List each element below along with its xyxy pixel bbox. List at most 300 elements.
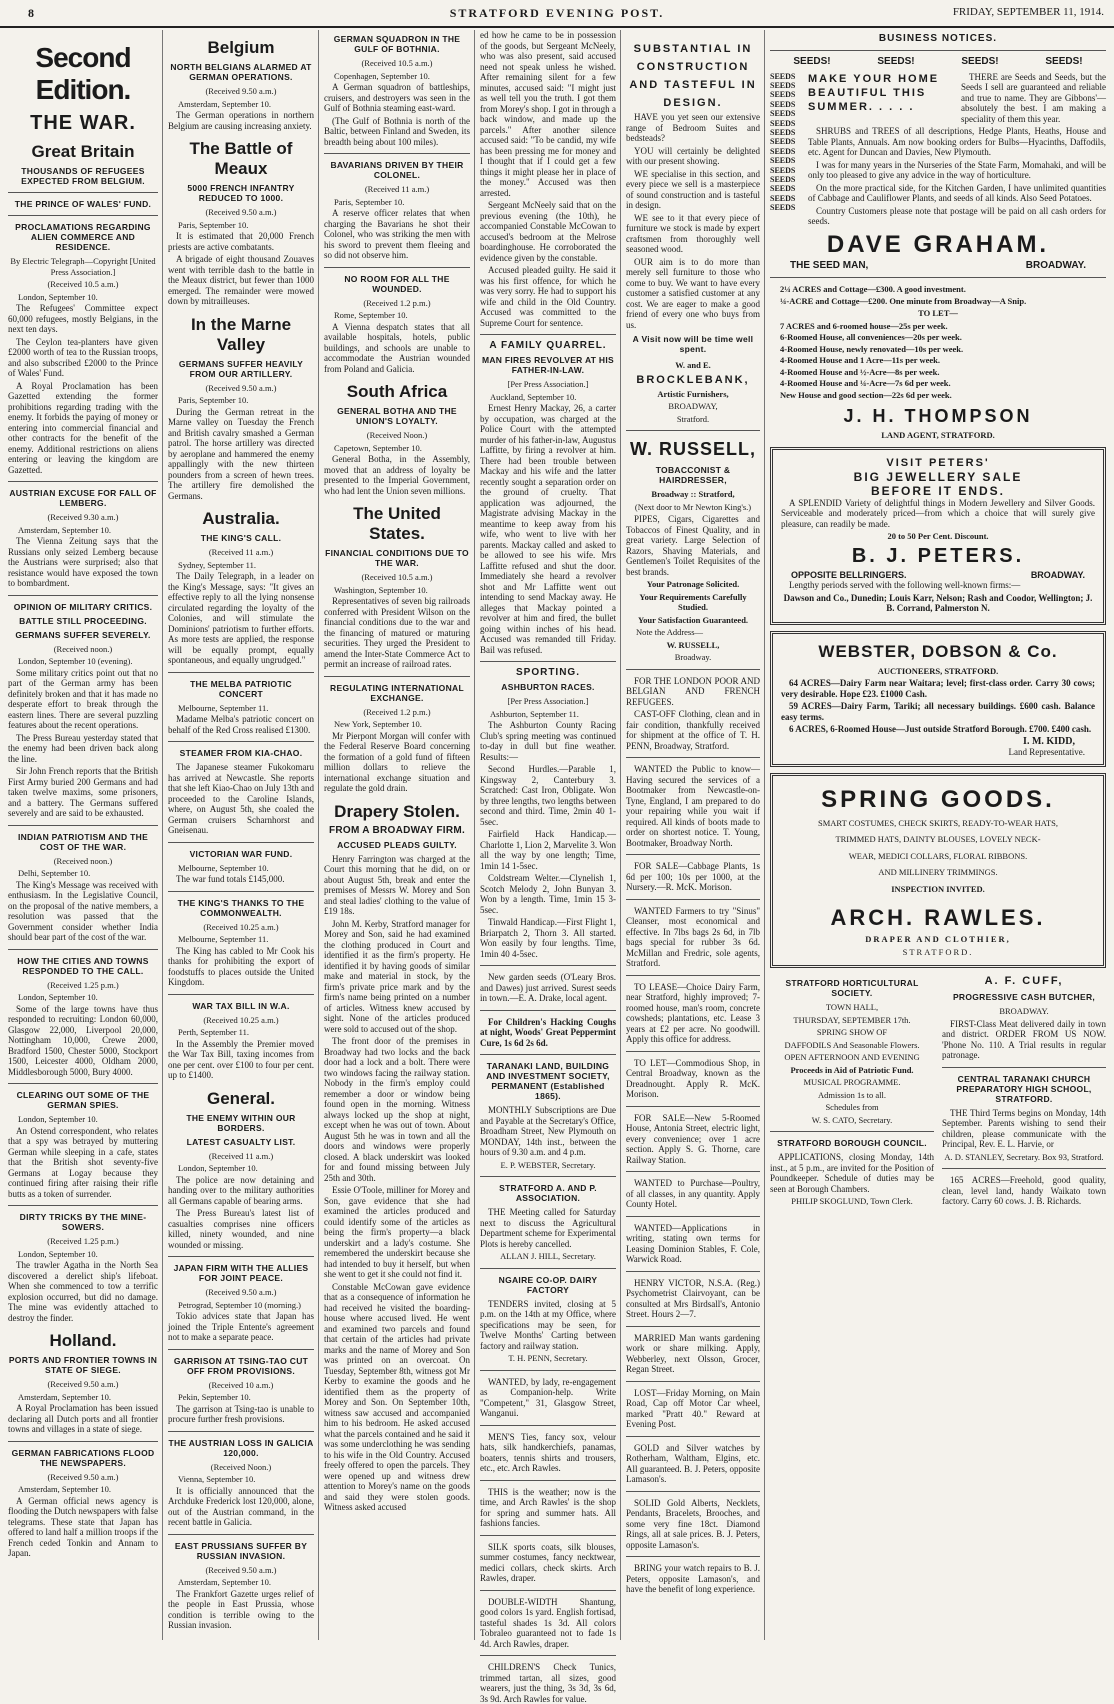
article-paragraph: Essie O'Toole, milliner for Morey and Son, gave evidence that she had examined the articles produced and could identify some of the articles as being the firm's property—a black underskirt and a lady's costume. She remembered the underskirt because she had intended to buy it herself, but when she went to get it she could not find it. [324, 1185, 470, 1279]
headline: PORTS AND FRONTIER TOWNS IN STATE OF SIEGE. [8, 1355, 158, 1375]
ad-line: Proceeds in Aid of Patriotic Fund. [790, 1064, 914, 1075]
rental-listing: 4-Roomed House and ¼-Acre—7s 6d per week. [780, 378, 951, 388]
ad-heading: SUBSTANTIAL IN CONSTRUCTION AND TASTEFUL IN DESIGN. [629, 43, 757, 109]
ad-paragraph: GOLD and Silver watches by Rotherham, Waltham, Elgins, etc. All guaranteed. B. J. Peters, opposite Lamason's. [626, 1442, 760, 1484]
ad-heading: VISIT PETERS' [886, 456, 990, 469]
ad-heading: CENTRAL TARANAKI CHURCH PREPARATORY HIGH SCHOOL, STRATFORD. [956, 1073, 1092, 1104]
ad-paragraph: YOU will certainly be delighted with our present showing. [626, 145, 760, 166]
ad-paragraph: Dawson and Co., Dunedin; Louis Karr, Nelson; Rash and Coodor, Wellington; J. B. Corrand, Palmerston N. [783, 592, 1093, 613]
article-paragraph: A brigade of eight thousand Zouaves went with terrible dash to the battle in the Meaux district, but fewer than 1000 emerged. The remainder were mowed down by mitrailleuses. [168, 254, 314, 306]
article-paragraph: ed how he came to be in possession of the goods, but Sergeant McNeely, who was also present, said accused need not speak unless he wished. After remaining silent for a few minutes, accused said: "I might just as well tell you the truth. I got them from Morey's shop. I got in through a back window, and made up the parcels." After another silence accused said: "To be candid, my wife has been pressing me for money and I thought that if I could get a few things it might please her in place of the money." Accused was then arrested. [480, 30, 616, 198]
headline: EAST PRUSSIANS SUFFER BY RUSSIAN INVASION. [174, 1540, 308, 1561]
dateline: Melbourne, September 10. [178, 862, 269, 873]
section-drapery-stolen: Drapery Stolen. [334, 801, 460, 821]
ad-heading: W. RUSSELL, [629, 439, 756, 459]
article-paragraph: The war fund totals £145,000. [176, 874, 285, 884]
headline: FINANCIAL CONDITIONS DUE TO THE WAR. [325, 548, 469, 568]
rental-listing: 6-Roomed House, all conveniences—20s per week. [780, 332, 962, 342]
article-paragraph: The Frankfort Gazette urges relief of the people in East Prussia, whose condition is terrible owing to the Russian invasion. [168, 1588, 314, 1630]
article-paragraph: The Vienna Zeitung says that the Russians only seized Lemberg because the Austrians were surprised; also that resistance would have exposed the town to bombardment. [8, 536, 158, 588]
headline: PROCLAMATIONS REGARDING ALIEN COMMERCE AND RESIDENCE. [15, 222, 151, 252]
business-notices-heading: BUSINESS NOTICES. [878, 33, 998, 44]
dateline: Melbourne, September 11. [178, 702, 269, 713]
ad-line: Your Satisfaction Guaranteed. [637, 614, 749, 625]
received-time: (Received 11 a.m.) [208, 547, 274, 557]
article-paragraph: The German operations in northern Belgium are causing increasing anxiety. [168, 110, 314, 131]
ad-paragraph: SILK sports coats, silk blouses, summer costumes, fancy necktwear, medici collars, check skirts. Arch Rawles, draper. [480, 1541, 616, 1583]
headline: GARRISON AT TSING-TAO CUT OFF FROM PROVISIONS. [173, 1355, 309, 1376]
discount-line: 20 to 50 Per Cent. Discount. [887, 531, 989, 541]
advertiser-name: B. J. PETERS. [851, 544, 1025, 567]
received-time: (Received 1.25 p.m.) [47, 1236, 119, 1246]
headline: GENERAL BOTHA AND THE UNION'S LOYALTY. [337, 406, 457, 426]
seeds-banner-word: SEEDS! [1045, 56, 1083, 67]
ad-paragraph: For Children's Hacking Coughs at night, Woods' Great Peppermint Cure, 1s 6d 2s 6d. [480, 1016, 616, 1048]
ad-paragraph: MEN'S Ties, fancy sox, velour hats, silk handkerchiefs, panamas, boaters, tennis shirts and trousers, etc., etc. Arch Rawles. [480, 1431, 616, 1473]
received-time: (Received noon.) [53, 643, 113, 654]
ad-paragraph: THERE are Seeds and Seeds, but the Seeds I sell are guaranteed and reliable and true to name. They are Gibbons'—absolutely the best. I am making a speciality of them this year. [961, 71, 1106, 124]
headline: LATEST CASUALTY LIST. [186, 1136, 296, 1147]
article-paragraph: Madame Melba's patriotic concert on behalf of the Red Cross realised £1300. [168, 714, 314, 735]
received-time: (Received 9.50 a.m.) [47, 1471, 119, 1482]
article-paragraph: In the Assembly the Premier moved the War Tax Bill, taxing incomes from one per cent. over £100 to four per cent. up to £1400. [168, 1038, 314, 1080]
ad-paragraph: Lengthy periods served with the following well-known firms:— [789, 580, 1021, 590]
seeds-list: SEEDS SEEDS SEEDS SEEDS SEEDS SEEDS SEEDS SEEDS SEEDS SEEDS SEEDS SEEDS SEEDS SEEDS SEEDS [770, 71, 796, 213]
ad-paragraph: HAVE you yet seen our extensive range of Bedroom Suites and bedsteads? [626, 112, 760, 143]
headline: SPORTING. [515, 667, 580, 678]
ad-paragraph: WE specialise in this section, and every piece we sell is a masterpiece of sound construction and is tasteful in design. [626, 168, 760, 210]
war-heading: THE WAR. [30, 112, 136, 134]
ad-line: W. RUSSELL, [666, 639, 720, 650]
dateline: Pekin, September 10. [178, 1392, 251, 1402]
headline: 5000 FRENCH INFANTRY REDUCED TO 1000. [187, 183, 295, 203]
received-time: (Received 10.5 a.m.) [47, 279, 119, 289]
to-let-heading: TO LET— [918, 308, 958, 318]
headline: THE MELBA PATRIOTIC CONCERT [190, 678, 292, 699]
ad-heading: BIG JEWELLERY SALE [853, 469, 1023, 484]
received-time: (Received 9.50 a.m.) [205, 1564, 277, 1575]
article-paragraph: The Daily Telegraph, in a leader on the King's Message, says: "It gives an effective reply to all the lying nonsense circulated regarding the loyalty of the Colonies, and will stimulate the Dominions' patriotism to further efforts. As more tests are applied, the response will be equally prompt, equally spontaneous, and equally ungrudged." [168, 571, 314, 665]
article-paragraph: A Royal Proclamation has been Gazetted extending the former prohibitions regarding trading with the enemy. It forbids the paying of money or entering into commercial financial and other contracts for the benefit of the enemy. Additional restrictions on aliens entering or leaving the kingdom are Gazetted. [8, 380, 158, 475]
ad-line: Broadway. [674, 652, 712, 662]
dateline: Amsterdam, September 10. [18, 524, 112, 535]
article-paragraph: John M. Kerby, Stratford manager for Morey and Son, said he had examined the clothing produced in Court and identified it as the firm's property. He identified it by having goods of similar make and material in stock, by the firm's private price mark and by the firm's name being printed on a number of articles. Witness knew accused by sight. None of the articles produced were sold to accused out of the shop. [324, 918, 470, 1034]
headline: GERMAN FABRICATIONS FLOOD THE NEWSPAPERS. [11, 1447, 155, 1468]
article-paragraph: Sergeant McNeely said that on the previous evening (the 10th), he accompanied Constable McCowan to accused's bedroom at the Melrose boardinghouse. He corroborated the evidence given by the constable. [480, 200, 616, 263]
column-5 [622, 30, 765, 1640]
headline: FROM A BROADWAY FIRM. [328, 824, 466, 836]
ad-paragraph: HENRY VICTOR, N.S.A. (Reg.) Psychometrist Clairvoyant, can be consulted at Mrs Birdsall's, Antonio Street. Hours 2—7. [626, 1277, 760, 1319]
article-paragraph: The garrison at Tsing-tao is unable to procure further fresh provisions. [168, 1403, 314, 1424]
article-paragraph: It is officially announced that the Archduke Frederick lost 120,000, alone, out of the Austrian command, in the recent battle in Galicia. [168, 1485, 314, 1527]
ad-signature: W. S. CATO, Secretary. [811, 1114, 893, 1125]
article-paragraph: Henry Farrington was charged at the Court this morning that he did, on or about August 5th, break and enter the premises of Messrs W. Morey and Son and steal ladies' clothing to the value of £19 18s. [324, 853, 470, 916]
article-paragraph: An Ostend correspondent, who relates that a spy was betrayed by muttering German while sleeping in a cafe, states that the British shot seventy-five Germans at Logay because they continued firing after raising their rifle butts as a token of surrender. [8, 1125, 158, 1199]
ad-paragraph: 64 ACRES—Dairy Farm near Waitara; level; first-class order. Carry 30 cows; very desirable. Hope £23. £1000 Cash. [781, 678, 1095, 699]
dateline: Sydney, September 11. [178, 559, 256, 570]
article-paragraph: During the German retreat in the Marne valley on Tuesday the French and British cavalry smashed a German patrol. The horse artillery was directed by aeroplane and hammered the enemy appallingly with the new thirteen pounders from a screen of hewn trees. The artillery fire demolished the Germans. [168, 406, 314, 501]
article-paragraph: The Refugees' Committee expect 60,000 refugees, mostly Belgians, in the next ten days. [8, 303, 158, 334]
headline: THE KING'S THANKS TO THE COMMONWEALTH. [177, 897, 305, 918]
dateline: Rome, September 10. [334, 310, 408, 320]
dateline: London, September 10. [18, 1114, 98, 1124]
ad-line: Note the Address— [636, 627, 704, 637]
ad-line: Schedules from [825, 1102, 879, 1112]
headline: BAVARIANS DRIVEN BY THEIR COLONEL. [330, 160, 464, 180]
ad-address: Broadway :: Stratford, [651, 489, 735, 499]
ad-line: THURSDAY, SEPTEMBER 17th. [793, 1014, 911, 1025]
ad-paragraph: A SPLENDID Variety of delightful things in Modern Jewellery and Silver Goods. Serviceable and moderately priced—from which a choice that will surely give pleasure, can readily be made. [781, 497, 1095, 529]
ad-paragraph: WANTED—Applications in writing, stating own terms for Leasing Dominion Stables, F. Cole, Warwick Road. [626, 1222, 760, 1264]
received-time: (Received 9.50 a.m.) [205, 86, 277, 96]
dateline: Amsterdam, September 10. [18, 1484, 112, 1494]
ad-paragraph: MONTHLY Subscriptions are Due and Payable at the Secretary's Office, Broadham Street, New Plymouth on MONDAY, 14th inst., between the hours of 9.30 a.m. and 4 p.m. [480, 1105, 616, 1157]
article-paragraph: The trawler Agatha in the North Sea discovered a derelict ship's lifeboat. When she commenced to tow a terrific explosion occurred, but did no damage. The mine was evidently attached to destroy the finder. [8, 1260, 158, 1323]
page-number: 8 [28, 6, 34, 20]
section-holland: Holland. [49, 1331, 117, 1350]
article-paragraph: A Royal Proclamation has been issued declaring all Dutch ports and all frontier towns and villages in a state of siege. [8, 1403, 158, 1434]
ad-signature: PHILIP SKOGLUND, Town Clerk. [791, 1196, 913, 1206]
dateline: Amsterdam, September 10. [18, 1391, 112, 1402]
ad-paragraph: 6 ACRES, 6-Roomed House—Just outside Stratford Borough. £700. £400 cash. [789, 724, 1092, 734]
ad-paragraph: FOR SALE—New 5-Roomed House, Antonia Street, electric light, every convenience; over 1 acre section. Apply S. G. Thorne, care Railway Station. [626, 1112, 760, 1165]
article-paragraph: A Vienna despatch states that all available hospitals, hotels, public buildings, and schools are unable to accommodate the Austrian wounded from Poland and Galicia. [324, 321, 470, 374]
received-time: (Received 10 a.m.) [208, 1379, 274, 1390]
dateline: London, September 10 (evening). [18, 656, 133, 666]
section-united-states: The United States. [353, 504, 441, 543]
section-general: General. [206, 1088, 276, 1108]
rental-listing: 4-Roomed House and ½-Acre—8s per week. [780, 366, 940, 377]
ad-paragraph: LOST—Friday Morning, on Main Road, Cap off Motor Car wheel, marked "Pratt 40." Reward at Evening Post. [626, 1387, 760, 1429]
issue-date: FRIDAY, SEPTEMBER 11, 1914. [952, 6, 1104, 18]
ad-line: AND MILLINERY TRIMMINGS. [878, 867, 998, 877]
ad-signature: T. H. PENN, Secretary. [508, 1353, 588, 1363]
headline: CLEARING OUT SOME OF THE GERMAN SPIES. [16, 1090, 150, 1110]
advertiser-trade: PROGRESSIVE CASH BUTCHER, [952, 992, 1096, 1002]
ad-paragraph: BRING your watch repairs to B. J. Peters, opposite Lamason's, and have the benefit of long experience. [626, 1563, 760, 1594]
seeds-banner-word: SEEDS! [793, 56, 831, 67]
ad-paragraph: I was for many years in the Nurseries of the State Farm, Momahaki, and will be only too pleased to give any advice in the way of horticulture. [808, 159, 1106, 180]
advertiser-name: ARCH. RAWLES. [830, 905, 1046, 930]
ad-line: OPEN AFTERNOON AND EVENING [784, 1052, 920, 1062]
article-paragraph: Fairfield Hack Handicap.—Charlotte 1, Lion 2, Marvelite 3. Won all the way by one length; Time, 1min 14 1-5sec. [480, 829, 616, 871]
ad-subheading: TOBACCONIST & HAIRDRESSER, [655, 465, 731, 485]
ad-line: WEAR, MEDICI COLLARS, FLORAL RIBBONS. [848, 850, 1028, 861]
firm-trade: Artistic Furnishers, [657, 388, 729, 399]
ad-heading: STRATFORD HORTICULTURAL SOCIETY. [785, 978, 919, 998]
ad-paragraph: CAST-OFF Clothing, clean and in fair condition, thankfully received for shipment at the office of T. H. PENN, Broadway, Stratford. [626, 709, 760, 751]
article-paragraph: The Ceylon tea-planters have given £2000 worth of tea to the Russian troops, and also subscribed £2000 to the Prince of Wales' Fund. [8, 336, 158, 378]
headline: BATTLE STILL PROCEEDING. [19, 615, 147, 626]
article-paragraph: General Botha, in the Assembly, moved that an address of loyalty be presented to the Imperial Government, who had lent the Union seven millions. [324, 454, 470, 496]
received-time: (Received Noon.) [366, 430, 428, 440]
wire-credit: [Per Press Association.] [507, 379, 589, 389]
ad-paragraph: MARRIED Man wants gardening work or share milking. Apply, Webberley, next Olsson, Grocer, Regan Street. [626, 1332, 760, 1374]
ad-heading: NGAIRE CO-OP. DAIRY FACTORY [498, 1274, 598, 1295]
ad-paragraph: WANTED to Purchase—Poultry, of all classes, in any quantity. Apply County Hotel. [626, 1178, 760, 1209]
ad-paragraph: TO LEASE—Choice Dairy Farm, near Stratford, highly improved; 7-roomed house, man's room, concrete cowsheds; plantations, etc. Lease 3 years at £2 per acre. No goodwill. Apply this office for address. [626, 981, 760, 1044]
article-paragraph: Coldstream Welter.—Clynelish 1, Scotch Melody 2, John Bunyan 3. Won by a length. Time, 1min 15 3-5sec. [480, 873, 616, 915]
advertiser-town: STRATFORD. [902, 946, 974, 957]
ad-paragraph: WANTED, by lady, re-engagement as Companion-help. Write "Competent," 31, Glasgow Street, Wanganui. [480, 1376, 616, 1418]
dateline: Copenhagen, September 10. [334, 70, 430, 81]
ad-heading: SUMMER. . . . . [808, 100, 915, 113]
headline: MAN FIRES REVOLVER AT HIS FATHER-IN-LAW. [481, 355, 614, 375]
dateline: Auckland, September 10. [490, 391, 577, 402]
firm-name: BROCKLEBANK, [636, 373, 750, 386]
ad-paragraph: WE see to it that every piece of furniture we stock is made by expert craftsmen from thoroughly well seasoned wood. [626, 212, 760, 254]
article-paragraph: The Japanese steamer Fukokomaru has arrived at Newcastle. She reports that she left Kiao-Chao on July 13th and proceeded to the Caroline Islands, where, on August 5th, she coaled the German cruisers Scharnhorst and Gneisenau. [168, 762, 314, 835]
headline: STEAMER FROM KIA-CHAO. [179, 748, 303, 758]
firm-town: Stratford. [676, 413, 710, 424]
ad-signature: E. P. WEBSTER, Secretary. [500, 1159, 596, 1170]
ad-paragraph: DOUBLE-WIDTH Shantung, good colors 1s yard. English fortisad, tasteful shades 1s 3d. All colors Tobraleo guaranteed not to fade 1s 4d. Arch Rawles, draper. [480, 1596, 616, 1649]
headline: JAPAN FIRM WITH THE ALLIES FOR JOINT PEACE. [173, 1263, 309, 1283]
seeds-banner-word: SEEDS! [877, 56, 915, 67]
ad-heading: BEFORE IT ENDS. [870, 483, 1005, 498]
column-6-ads [766, 30, 1110, 1640]
advertiser-trade: THE SEED MAN, [790, 259, 869, 271]
butcher-school-ads [942, 974, 1106, 1209]
headline: GERMAN SQUADRON IN THE GULF OF BOTHNIA. [333, 34, 461, 54]
article-paragraph: Tokio advices state that Japan has joined the Triple Entente's agreement not to make a separate peace. [168, 1311, 314, 1342]
dateline: Paris, September 10. [178, 395, 249, 405]
dateline: Paris, September 10. [178, 219, 249, 230]
ad-line: INSPECTION INVITED. [891, 883, 985, 894]
advertiser-address: BROADWAY. [1030, 569, 1085, 580]
article-paragraph: Ernest Henry Mackay, 26, a carter by occupation, was charged at the Police Court with the attempted murder of his father-in-law, Augustus Laffitte, by firing a revolver at him. There had been trouble between Mackay and his wife and the latter recently sought a separation order on the ground of cruelty. That application was adjourned, the Magistrate advising Mackay in the meantime to keep away from his wife, who went to live with her parents. Mackay called and asked to be allowed to see his wife. Mrs Laffitte refused and shut the door. Immediately she heard a revolver shot and Mr Laffitte went out intending to send Mackay away. He alleges that Mackay pointed a revolver at him and fired, the bullet going within inches of his head. Accused was remanded till Friday. Bail was refused. [480, 403, 616, 655]
received-time: (Received 10.25 a.m.) [203, 1014, 279, 1025]
headline: GERMANS SUFFER SEVERELY. [15, 629, 151, 640]
seeds-ad [770, 72, 1106, 227]
section-belgium: Belgium [207, 38, 275, 57]
advertiser-trade: AUCTIONEERS, STRATFORD. [877, 665, 999, 676]
ad-tagline: A Visit now will be time well spent. [632, 334, 754, 354]
received-time: (Received 11 a.m.) [208, 1150, 274, 1161]
advertiser-trade: LAND AGENT, STRATFORD. [881, 430, 995, 440]
ad-line: Your Requirements Carefully Studied. [639, 591, 747, 612]
article-paragraph: Some military critics point out that no part of the German army has been definitely broken and that it has made no desperate effort to break through the eastern lines. There are several puzzling features about the recent operations. [8, 667, 158, 730]
ad-line: DAFFODILS And Seasonable Flowers. [784, 1039, 920, 1050]
ad-paragraph: FOR THE LONDON POOR AND BELGIAN AND FRENCH REFUGEES. [626, 675, 760, 707]
advertiser-name: WEBSTER, DOBSON & Co. [818, 641, 1058, 661]
dateline: Amsterdam, September 10. [178, 98, 272, 109]
article-paragraph: A German squadron of battleships, cruisers, and destroyers was seen in the Gulf of Bothnia steaming east-ward. [324, 82, 470, 113]
ad-heading: STRATFORD A. AND P. ASSOCIATION. [499, 1183, 597, 1203]
dateline: Amsterdam, September 10. [178, 1577, 272, 1587]
headline: OPINION OF MILITARY CRITICS. [13, 601, 153, 612]
article-paragraph: It is estimated that 20,000 French priests are active combatants. [168, 231, 314, 252]
headline: WAR TAX BILL IN W.A. [192, 1000, 290, 1011]
headline: THE AUSTRIAN LOSS IN GALICIA 120,000. [168, 1437, 314, 1458]
ad-heading: BEAUTIFUL THIS [808, 86, 927, 99]
article-paragraph: The King's Message was received with enthusiasm. In the Legislative Council, on the proposal of the native members, a resolution was passed that the Government consider whether India should bear part of the cost of the war. [8, 879, 158, 942]
article-paragraph: Sir John French reports that the British First Army buried 200 Germans and had taken twelve maxims, some prisoners, and a battery. The Germans suffered severely and are said to be exhausted. [8, 766, 158, 818]
advertiser-address: OPPOSITE BELLRINGERS. [791, 569, 907, 580]
dateline: Petrograd, September 10 (morning.) [178, 1299, 301, 1310]
article-paragraph: The Press Bureau's latest list of casualties comprises nine officers killed, ninety wounded, and nine wounded or missing. [168, 1208, 314, 1250]
column-1 [4, 30, 163, 1640]
received-time: (Received 9.50 a.m.) [205, 382, 277, 393]
received-time: (Received 11 a.m.) [364, 184, 430, 194]
advertiser-name: J. H. THOMPSON [843, 406, 1033, 426]
headline: INDIAN PATRIOTISM AND THE COST OF THE WAR. [17, 831, 149, 852]
headline: A FAMILY QUARREL. [489, 340, 607, 351]
dateline: London, September 10. [178, 1163, 258, 1173]
ad-signature: ALLAN J. HILL, Secretary. [500, 1251, 596, 1261]
article-paragraph: The Ashburton County Racing Club's spring meeting was continued to-day in dull but fine weather. Results:— [480, 720, 616, 762]
headline: VICTORIAN WAR FUND. [189, 848, 293, 859]
headline: REGULATING INTERNATIONAL EXCHANGE. [330, 682, 464, 703]
dateline: London, September 10. [18, 1248, 98, 1259]
article-paragraph: Tinwald Handicap.—First Flight 1, Briarpatch 2, Thorn 3. All started. Won easily by four lengths. Time, 1min 40 4-5sec. [480, 917, 616, 959]
rental-listing: 4-Roomed House and 1 Acre—11s per week. [780, 355, 941, 365]
received-time: (Received 1.2 p.m.) [363, 297, 431, 308]
seeds-banner-word: SEEDS! [961, 56, 999, 67]
dateline: Paris, September 10. [334, 196, 405, 207]
ad-paragraph: TENDERS invited, closing at 5 p.m. on the 14th at my Office, where specifications may be seen, for Twelve Months' Carting between factory and railway station. [480, 1298, 616, 1351]
advertiser-trade: DRAPER AND CLOTHIER, [865, 934, 1011, 944]
ad-paragraph: 59 ACRES—Dairy Farm, Tariki; all necessary buildings. £600 cash. Balance easy terms. [781, 701, 1095, 722]
headline: AUSTRIAN EXCUSE FOR FALL OF LEMBERG. [9, 488, 157, 508]
headline: ACCUSED PLEADS GUILTY. [337, 839, 457, 850]
article-paragraph: Second Hurdles.—Parable 1, Kingsway 2, Canterbury 3. Scratched: Cast Iron, Obligate. Won by three lengths, two lengths between second and third. Time, 2min 40 1-5sec. [480, 764, 616, 827]
advertiser-address: BROADWAY. [999, 1006, 1049, 1016]
article-paragraph: A reserve officer relates that when charging the Bavarians he shot their Colonel, who was striking the men with his sword to prevent them fleeing and so did not observe him. [324, 208, 470, 260]
received-time: (Received 9.50 a.m.) [47, 1379, 119, 1389]
ad-heading: STRATFORD BOROUGH COUNCIL. [777, 1138, 927, 1148]
received-time: (Received 9.50 a.m.) [205, 207, 277, 217]
ad-paragraph: CHILDREN'S Check Tunics, trimmed tartan, all sizes, good wearers, just the thing, 3s 3d, 3s 6d, 3s 9d. Arch Rawles for value. [480, 1662, 616, 1704]
ad-paragraph: SHRUBS and TREES of all descriptions, Hedge Plants, Heaths, House and Table Plants, Annuals. Am now booking orders for Bulbs—Hyacinths, Daffodils, etc. Agent for Duncan and Davies, New Plymouth. [808, 126, 1106, 157]
wire-credit: [Per Press Association.] [507, 696, 589, 706]
ad-paragraph: WANTED Farmers to try "Sinus" Cleanser, most economical and effective. In 7lbs bags 2s 6d, in 7lb bags special for rubber 3s 6d. McMillan and Fredric, sole agents, Stratford. [626, 905, 760, 968]
advertiser-name: A. F. CUFF, [984, 975, 1064, 987]
seeds-banner [770, 57, 1106, 68]
ad-heading: SPRING GOODS. [821, 785, 1055, 813]
article-paragraph: Some of the large towns have thus responded to recruiting: London 60,000, Glasgow 22,000, Liverpool 20,000, Nottingham 10,000, Crewe 2000, Bradford 1500, Chester 5000, Stockport 1500, Leicester 4000, Oldham 2000, Middlesborough 5000, Bury 4000. [8, 1003, 158, 1077]
ad-line: SMART COSTUMES, CHECK SKIRTS, READY-TO-WEAR HATS, [818, 817, 1058, 828]
ad-line: TOWN HALL, [825, 1002, 879, 1012]
dateline: Perth, September 11. [178, 1027, 249, 1037]
ad-paragraph: 165 ACRES—Freehold, good quality, clean, level land, handy Waikato town factory. Carry 60 cows. J. B. Richards. [942, 1175, 1106, 1206]
article-paragraph: Mr Pierpont Morgan will confer with the Federal Reserve Board concerning the formation of a gold fund of fifteen million dollars to relieve the international exchange situation and regulate the gold drain. [324, 730, 470, 793]
ad-line: SPRING SHOW OF [816, 1027, 888, 1037]
article-paragraph: Constable McCowan gave evidence that as a consequence of information he had received he visited the boarding-house where accused lived. He went and examined two parcels and found that certain of the articles had private marks and the name of Morey and Son was printed on an overcoat. On Tuesday, September 8th, witness got Mr Kerby to examine the goods and he identified them as the property of Morey and Son. On September 10th, witness saw accused and accompanied him to his bedroom. He asked accused what the parcels contained and he said it was some underclothing he was sending to his wife in the Old Country. Accused freely offered to open the parcels. They were opened up and witness drew attention to Morey's name on the goods and said they were stolen goods. Witness asked accused [324, 1281, 470, 1512]
column-3 [320, 30, 475, 1640]
peters-jewellery-ad [770, 447, 1106, 625]
ad-line: Admission 1s to all. [817, 1089, 886, 1100]
firm-address: BROADWAY, [668, 401, 718, 411]
ad-heading: MAKE YOUR HOME [808, 72, 940, 85]
section-heading: The Battle of Meaux [189, 139, 293, 178]
dateline: London, September 10. [18, 992, 98, 1002]
section-australia: Australia. [202, 509, 280, 528]
section-great-britain: Great Britain [31, 142, 135, 161]
wire-credit: By Electric Telegraph—Copyright [United Press Association.] [10, 256, 156, 277]
headline: NO ROOM FOR ALL THE WOUNDED. [344, 273, 450, 294]
masthead [0, 0, 1114, 28]
headline: ASHBURTON RACES. [501, 682, 595, 692]
ad-paragraph: Country Customers please note that postage will be paid on all cash orders for seeds. [808, 205, 1106, 226]
ad-paragraph: WANTED the Public to know—Having secured the services of a Bootmaker from Newcastle-on-Tyne, England, I am prepared to do your repairing while you wait if required. All kinds of boots made to order on shortest notice. T. Young, Bootmaker, Broadway North. [626, 764, 760, 848]
newspaper-title: STRATFORD EVENING POST. [449, 6, 665, 20]
ad-paragraph: On the more practical side, for the Kitchen Garden, I have unlimited quantities of Cabbage and Cauliflower Plants, and seeds of all kinds. Also Seed Potatoes. [808, 182, 1106, 203]
received-time: (Received 1.2 p.m.) [363, 706, 431, 717]
headline: THOUSANDS OF REFUGEES EXPECTED FROM BELGIUM. [21, 166, 145, 186]
received-time: (Received noon.) [53, 855, 113, 866]
dateline: Washington, September 10. [334, 584, 428, 595]
dateline: Delhi, September 10. [18, 868, 91, 878]
article-paragraph: The front door of the premises in Broadway had two locks and the back door had a lock and a bolt. There were two windows facing the railway station. Nobody in the firm's employ could remember a door or window being found open in the morning. Witness always locked up the shop at night, except when he was out of town. About August 5th he was in town and all the doors and windows were properly closed. A black underskirt was looked for and found missing between July 25th and 30th. [324, 1036, 470, 1183]
ad-paragraph: OUR aim is to do more than merely sell furniture to those who come to buy. We want to have every customer a satisfied customer at any cost. We are eager to make a good friend of every one who buys from us. [626, 256, 760, 330]
rental-listing: New House and good section—22s 6d per week. [780, 389, 952, 400]
ad-paragraph: THIS is the weather; now is the time, and Arch Rawles' is the shop for spring and summer hats. All fashions fancies. [480, 1486, 616, 1528]
ad-paragraph: PIPES, Cigars, Cigarettes and Tobaccos of Finest Quality, and in great variety. Large Selection of Razors, Shaving Materials, and Gentlemen's Toilet Requisites of the best brands. [626, 514, 760, 577]
horticultural-ad [770, 974, 934, 1209]
article-paragraph: The King has cabled to Mr Cook his thanks for prohibiting the export of foodstuffs to places outside the United Kingdom. [168, 945, 314, 987]
headline: NORTH BELGIANS ALARMED AT GERMAN OPERATIONS. [170, 62, 312, 82]
dateline: Melbourne, September 11. [178, 934, 269, 944]
firm-name: W. and E. [675, 360, 711, 370]
article-paragraph: Accused pleaded guilty. He said it was his first offence, for which he was very sorry. He had to support his wife and child in the Old Country. Accused was committed to the Supreme Court for sentence. [480, 265, 616, 328]
property-listing: 2¼ ACRES and Cottage—£300. A good investment. [780, 284, 966, 294]
column-4 [476, 30, 621, 1704]
received-time: (Received 10.5 a.m.) [361, 572, 433, 582]
ad-signature: A. D. STANLEY, Secretary. Box 93, Stratford. [944, 1151, 1104, 1162]
ad-line: Your Patronage Solicited. [646, 579, 740, 589]
rental-listing: 7 ACRES and 6-roomed house—25s per week. [780, 320, 948, 331]
rental-listing: 4-Roomed House, newly renovated—10s per week. [780, 343, 964, 354]
ad-paragraph: FOR SALE—Cabbage Plants, 1s 6d per 100; 10s per 1000, at the Nursery.—R. McK. Morison. [626, 861, 760, 892]
ad-paragraph: THE Third Terms begins on Monday, 14th September. Parents wishing to send their children, please communicate with the Principal, Rev. E. L. Harvie, or [942, 1107, 1106, 1149]
advertiser-name: I. M. KIDD, [1023, 735, 1075, 747]
ad-paragraph: SOLID Gold Alberts, Necklets, Pendants, Bracelets, Brooches, and some very fine 18ct. Diamond Rings, all at sale prices. B. J. Peters, opposite Lamason's. [626, 1497, 760, 1550]
ad-paragraph: FIRST-Class Meat delivered daily in town and district. ORDER FROM US NOW. 'Phone No. 110. A Trial results in regular patronage. [942, 1018, 1106, 1060]
received-time: (Received 9.30 a.m.) [47, 512, 119, 522]
ad-paragraph: New garden seeds (O'Leary Bros. and Dawes) just arrived. Surest seeds in town.—E. A. Drake, local agent. [480, 972, 616, 1003]
received-time: (Received 1.25 p.m.) [47, 979, 119, 990]
dateline: London, September 10. [18, 291, 98, 302]
received-time: (Received 10.25 a.m.) [203, 921, 279, 932]
headline: GERMANS SUFFER HEAVILY FROM OUR ARTILLERY. [178, 358, 304, 379]
article-paragraph: The Press Bureau yesterday stated that the enemy had been driven back along the line. [8, 732, 158, 764]
column-2 [164, 30, 319, 1640]
headline: HOW THE CITIES AND TOWNS RESPONDED TO THE CALL. [17, 955, 149, 976]
received-time: (Received 10.5 a.m.) [361, 58, 433, 68]
spring-goods-ad [770, 773, 1106, 969]
ad-paragraph: TO LET—Commodious Shop, in Central Broadway, known as the Dreadnought. Apply R. McK. Morison. [626, 1057, 760, 1099]
section-heading: In the Marne Valley [190, 314, 292, 354]
article-paragraph: (The Gulf of Bothnia is north of the Baltic, between Finland and Sweden, its breadth being about 100 miles). [324, 115, 470, 147]
ad-note: (Next door to Mr Newton King's.) [634, 501, 752, 512]
headline: THE ENEMY WITHIN OUR BORDERS. [186, 1112, 296, 1133]
article-paragraph: The police are now detaining and handing over to the military authorities all Germans capable of bearing arms. [168, 1174, 314, 1206]
property-listing: ¼-ACRE and Cottage—£200. One minute from Broadway—A Snip. [780, 295, 1027, 306]
article-paragraph: A German official news agency is flooding the Dutch newspapers with false telegrams. These state that Japan has offered to land half a million troops if the French ceded Tonkin and Annam to Japan. [8, 1495, 158, 1558]
dateline: New York, September 10. [334, 719, 422, 729]
advertiser-address: BROADWAY. [1025, 259, 1086, 271]
webster-dobson-ad [770, 631, 1106, 767]
headline: DIRTY TRICKS BY THE MINE-SOWERS. [19, 1212, 147, 1232]
headline: THE KING'S CALL. [200, 533, 282, 543]
dateline: Vienna, September 10. [178, 1474, 256, 1484]
ad-line: MUSICAL PROGRAMME. [803, 1077, 901, 1087]
article-paragraph: Representatives of seven big railroads conferred with President Wilson on the financial conditions due to the war and the financing of matured or maturing securities. They urged the President to amend the Inter-State Commerce Act to permit an increase of railroad rates. [324, 596, 470, 669]
headline: THE PRINCE OF WALES' FUND. [14, 199, 152, 209]
advertiser-role: Land Representative. [1008, 747, 1085, 757]
ad-line: TRIMMED HATS, DAINTY BLOUSES, LOVELY NECK- [835, 834, 1041, 844]
